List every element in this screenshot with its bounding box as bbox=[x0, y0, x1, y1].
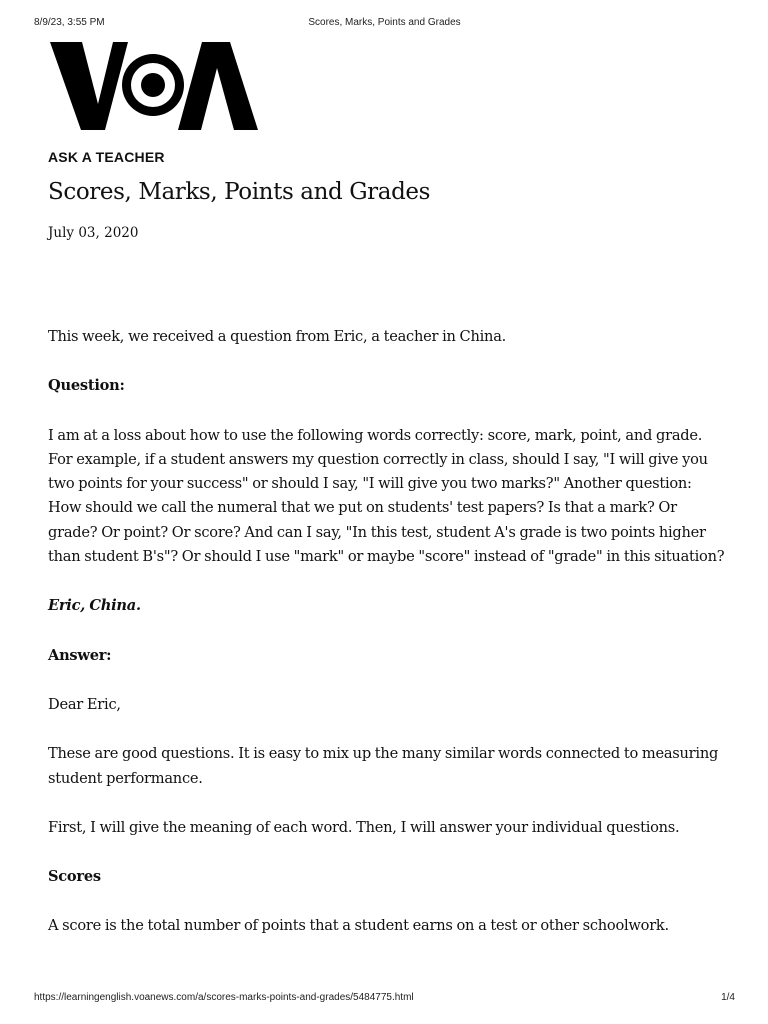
article bbox=[48, 148, 728, 964]
print-page-title: Scores, Marks, Points and Grades bbox=[308, 17, 461, 28]
print-datetime: 8/9/23, 3:55 PM bbox=[34, 17, 105, 28]
print-header bbox=[34, 17, 735, 31]
print-url[interactable]: https://learningenglish.voanews.com/a/scores-marks-points-and-grades/5484775.html bbox=[34, 992, 414, 1003]
paragraph-salutation: Dear Eric, bbox=[48, 695, 121, 713]
article-date: July 03, 2020 bbox=[48, 225, 139, 241]
scores-heading: Scores bbox=[48, 868, 101, 886]
section-label[interactable]: ASK A TEACHER bbox=[48, 149, 165, 165]
article-headline: Scores, Marks, Points and Grades bbox=[48, 179, 431, 205]
question-heading: Question: bbox=[48, 377, 125, 395]
voa-logo-mark bbox=[50, 42, 258, 130]
paragraph-intro: This week, we received a question from Eric, a teacher in China. bbox=[48, 328, 507, 345]
answer-heading: Answer: bbox=[48, 646, 112, 664]
article-body bbox=[48, 325, 728, 939]
paragraph-question: I am at a loss about how to use the following words correctly: score, mark, point, and grade. For example, if a student answers my question correctly in class, should I say, "I will give you two points for your success" or should I say, "I will give you two marks?" Another question: How should we call the numeral that we put on students' test papers? Is that a mark? Or grade? Or point? Or score? And can I say, "In this test, student A's grade is two points higher than student B's"? Or should I use "mark" or maybe "score" instead of "grade" in this situation? bbox=[48, 426, 725, 566]
paragraph-scores: A score is the total number of points that a student earns on a test or other schoolwork. bbox=[48, 917, 669, 935]
paragraph-answer-1: These are good questions. It is easy to mix up the many similar words connected to measuring student performance. bbox=[48, 745, 719, 787]
paragraph-answer-2: First, I will give the meaning of each word. Then, I will answer your individual questions. bbox=[48, 818, 680, 836]
question-signature: Eric, China. bbox=[48, 597, 141, 615]
voa-logo[interactable] bbox=[50, 42, 258, 130]
print-footer bbox=[34, 992, 735, 1006]
print-page-number: 1/4 bbox=[721, 992, 735, 1003]
